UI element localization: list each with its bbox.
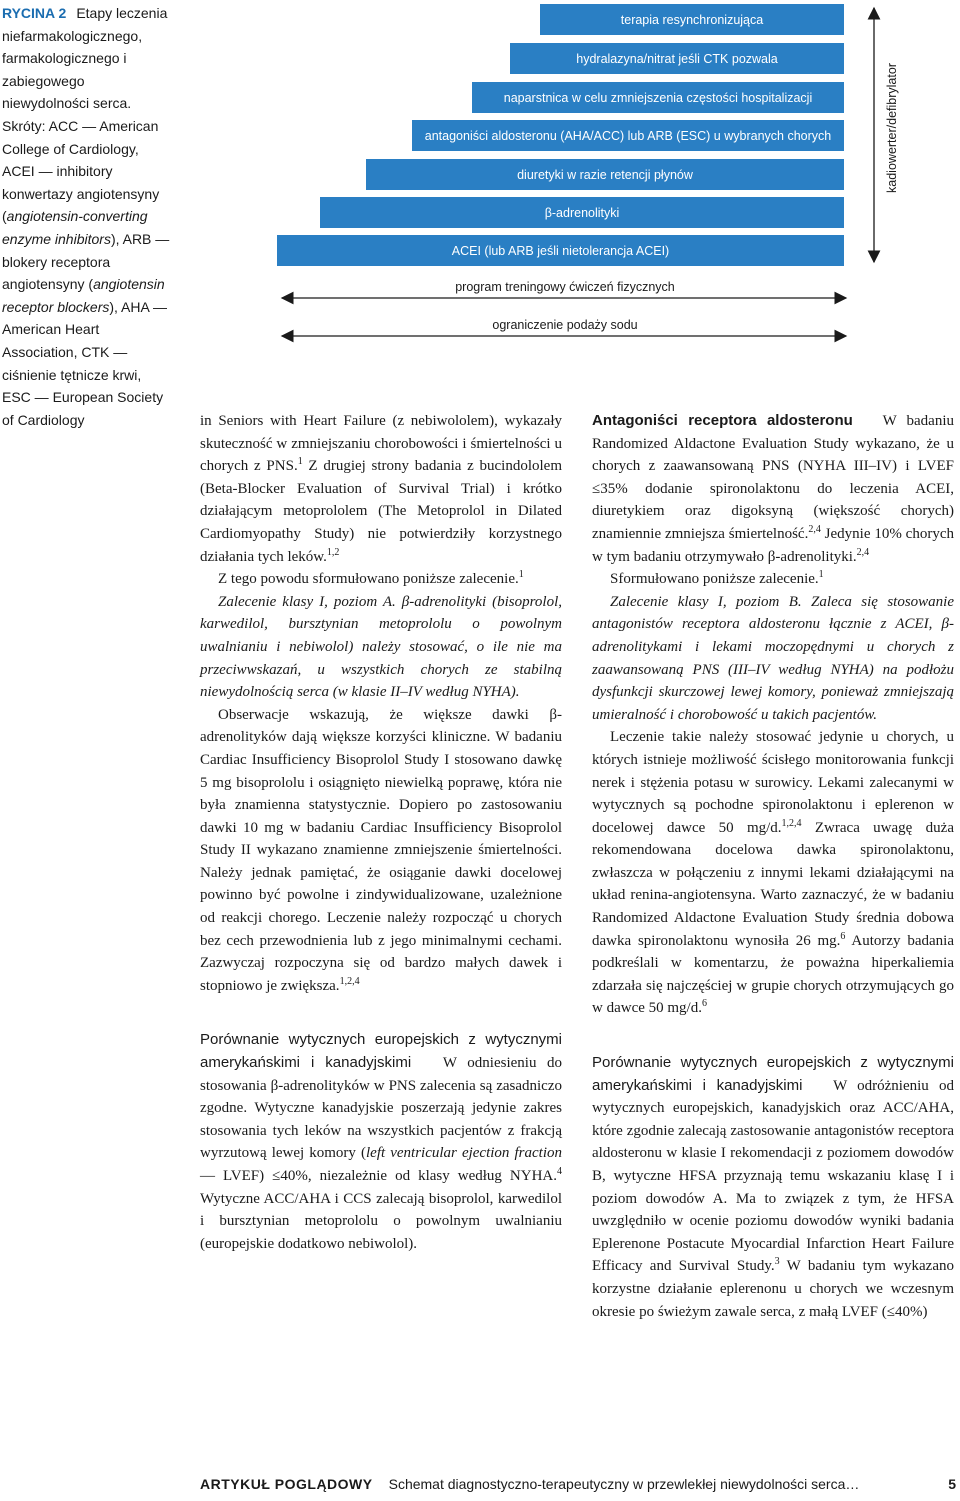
mid-paragraph-5 [200,1029,562,1255]
right-p4-text-c: Autorzy badania podkreślali w komentarzu, że poważna hiperkaliemia zdarzała się najczęściej w grupie chorych otrzymujących go w dawce 50 mg/d. [592,932,954,1017]
step-aldosterone-antagonists: antagoniści aldosteronu (AHA/ACC) lub ARB (ESC) u wybranych chorych [412,120,844,151]
footer-section: ARTYKUŁ POGLĄDOWY [200,1476,373,1492]
caption-text-1: Etapy leczenia niefarmakologicznego, farmakologicznego i zabiegowego niewydolności serca. Skróty: ACC — American College of Cardiology, ACEI — inhibitory konwertazy angiotensyny ( [2,5,168,225]
mid-p2-text: Z tego powodu sformułowano poniższe zalecenie. [218,571,519,588]
right-paragraph-4 [592,726,954,1020]
right-p1-heading: Antagoniści receptora aldosteronu [592,412,853,429]
mid-p5-ref: 4 [557,1166,562,1177]
right-p2-text: Sformułowano poniższe zalecenie. [610,571,819,588]
mid-p5-text-c: Wytyczne ACC/AHA i CCS zalecają bisoprolol, karwedilol i bursztynian metoprololu o powolnym uwalnianiu (europejskie dodatkowo nebiwolol). [200,1190,562,1252]
right-p4-ref-2: 6 [840,930,846,942]
right-p4-text-b: Zwraca uwagę duża rekomendowana docelowa dawka spironolaktonu, zwłaszcza w połączeniu z innymi lekami działającymi na układ renina-angiotensyna. Warto zaznaczyć, że w badaniu Randomized Aldactone Evaluation Study średnia dobowa dawka spironolaktonu wynosiła 26 mg. [592,819,954,949]
step-hydralazine: hydralazyna/nitrat jeśli CTK pozwala [510,43,844,74]
mid-paragraph-2 [200,568,562,591]
right-p4-ref-3: 6 [701,998,707,1010]
right-p1-ref-1: 2,4 [808,523,821,535]
mid-p5-text-b: — LVEF) ≤40%, niezależnie od klasy według NYHA. [200,1168,557,1184]
right-p5-heading: Porównanie wytycznych europejskich z wytycznymi amerykańskimi i kanadyjskimi [592,1054,954,1094]
step-acei: ACEI (lub ARB jeśli nietolerancja ACEI) [277,235,844,266]
step-beta-blockers: β-adrenolityki [320,197,844,228]
program-label: program treningowy ćwiczeń fizycznych [455,280,675,294]
right-paragraph-5 [592,1052,954,1323]
right-paragraph-1 [592,410,954,568]
device-label: kadiowerter/defibrylator [885,63,899,193]
right-p4-ref-1: 1,2,4 [781,817,802,829]
right-p1-text-a: W badaniu Randomized Aldactone Evaluation Study wykazano, że u chorych z zaawansowaną PNS (NYHA III–IV) i LVEF ≤35% dodanie spironolaktonu do leczenia ACEI, diuretykiem oraz digoksyną (większość chorych) znamiennie zmniejsza śmiertelność. [592,413,954,542]
mid-recommendation: Zalecenie klasy I, poziom A. β-adrenolityki (bisoprolol, karwedilol, bursztynian metoprololu o powolnym uwalnianiu i nebiwolol) należy stosować, o ile nie ma przeciwwskazań, u wszystkich chorych ze stabilną niewydolnością serca (w klasie II–IV według NYHA). [200,593,562,701]
step-resynchronization: terapia resynchronizująca [540,4,844,35]
page-number: 5 [948,1476,956,1492]
right-p5-text-b: W badaniu tym wykazano korzystne działanie eplerenonu u chorych we wczesnym okresie po świeżym zawale serca, z małą LVEF (≤40%) [592,1258,954,1320]
step-diuretics: diuretyki w razie retencji płynów [366,159,844,190]
mid-p4-ref: 1,2,4 [339,975,360,987]
right-p5-ref: 3 [774,1256,780,1268]
caption-text-3: ), ARB — blokery receptora angiotensyny ( [2,230,170,293]
caption-text-4: angiotensin receptor blockers [2,276,165,315]
mid-p1-text-b: Z drugiej strony badania z bucindololem (Beta-Blocker Evaluation of Survival Trial) i krótko działającym metoprololem (The Metoprolol in Dilated Cardiomyopathy Study) nie potwierdziły korzystnego działania tych leków. [200,458,562,565]
caption-text-2: angiotensin-converting enzyme inhibitors [2,208,148,247]
middle-column [200,410,562,1255]
mid-paragraph-1 [200,410,562,568]
caption-label: RYCINA 2 [2,5,67,21]
mid-p1-ref-2: 1,2 [326,546,340,558]
right-p4-text-a: Leczenie takie należy stosować jedynie u chorych, u których istnieje możliwość ścisłego monitorowania funkcji nerek i stężenia potasu w surowicy. Lekami zalecanymi w wytycznych są pochodne spironolaktonu i eplerenon w docelowej dawce 50 mg/d. [592,729,954,836]
right-p2-ref: 1 [818,569,824,581]
sodium-label: ograniczenie podaży sodu [492,318,638,332]
mid-p1-ref-1: 1 [297,456,303,468]
right-column [592,410,954,1323]
mid-p5-text-a: W odniesieniu do stosowania β-adrenolityków w PNS zalecenia są zasadniczo zgodne. Wytyczne kanadyjskie poszerzają jedynie zakres stosowania tych leków na wszystkich pacjentów z frakcją wyrzutową lewej komory ( [200,1055,562,1162]
treatment-stages-figure [0,0,960,380]
mid-p4-text: Obserwacje wskazują, że większe dawki β-adrenolityków dają większe korzyści kliniczne. W badaniu Cardiac Insufficiency Bisoprolol Study I stosowano dawkę 5 mg bisoprololu i osiągnięto niewielką poprawę, która nie była znamienna statystycznie. Dopiero po zastosowaniu dawki 10 mg w badaniu Cardiac Insufficiency Bisoprolol Study II wykazano znamienne zmniejszenie śmiertelności. Należy jednak pamiętać, że osiąganie dawki docelowej powinno być powolne i zindywidualizowane, uzależnione od reakcji chorego. Leczenie należy rozpocząć u chorych bez cech przewodnienia lub z jego minimalnymi cechami. Zazwyczaj rozpoczyna się od bardzo małych dawek i stopniowo je zwiększa. [200,706,562,994]
caption-text-5: ), AHA — American Heart Association, CTK — ciśnienie tętnicze krwi, ESC — European Society of Cardiology [2,298,167,428]
right-p1-ref-2: 2,4 [856,546,870,558]
step-digitalis: naparstnica w celu zmniejszenia częstości hospitalizacji [472,82,844,113]
page-footer [200,1473,956,1495]
mid-p5-heading: Porównanie wytycznych europejskich z wytycznymi amerykańskimi i kanadyjskimi [200,1031,562,1072]
mid-paragraph-4 [200,704,562,998]
mid-p5-italic: left ventricular ejection fraction [366,1145,562,1162]
right-paragraph-2 [592,568,954,591]
right-p5-text-a: W odróżnieniu od wytycznych europejskich, kanadyjskich oraz ACC/AHA, które zgodnie zalecają zastosowanie antagonistów receptora aldosteronu w klasie I rekomendacji z poziomem dowodów B, wytyczne HFSA przyznają temu wskazaniu klasę I i poziom dowodów A. Ma to związek z tym, że HFSA uwzględniło w ocenie poziomu dowodów wyniki badania Eplerenone Postacute Myocardial Infarction Heart Failure Efficacy and Survival Study. [592,1077,954,1275]
right-p1-text-b: Jedynie 10% chorych w tym badaniu otrzymywało β-adrenolityki. [592,525,954,565]
mid-p1-text-a: in Seniors with Heart Failure (z nebiwololem), wykazały skuteczność w zmniejszaniu chorobowości i śmiertelności u chorych z PNS. [200,413,562,475]
right-recommendation: Zalecenie klasy I, poziom B. Zaleca się stosowanie antagonistów receptora aldosteronu łącznie z ACEI, β-adrenolitykami i lekami moczopędnymi u chorych z zaawansowaną PNS (III–IV według NYHA) na podłożu dysfunkcji skurczowej lewej komory, ponieważ zmniejszają umieralność i chorobowość u takich pacjentów. [592,593,954,723]
mid-p2-ref: 1 [518,569,524,581]
footer-title: Schemat diagnostyczno-terapeutyczny w przewlekłej niewydolności serca… [388,1476,860,1492]
